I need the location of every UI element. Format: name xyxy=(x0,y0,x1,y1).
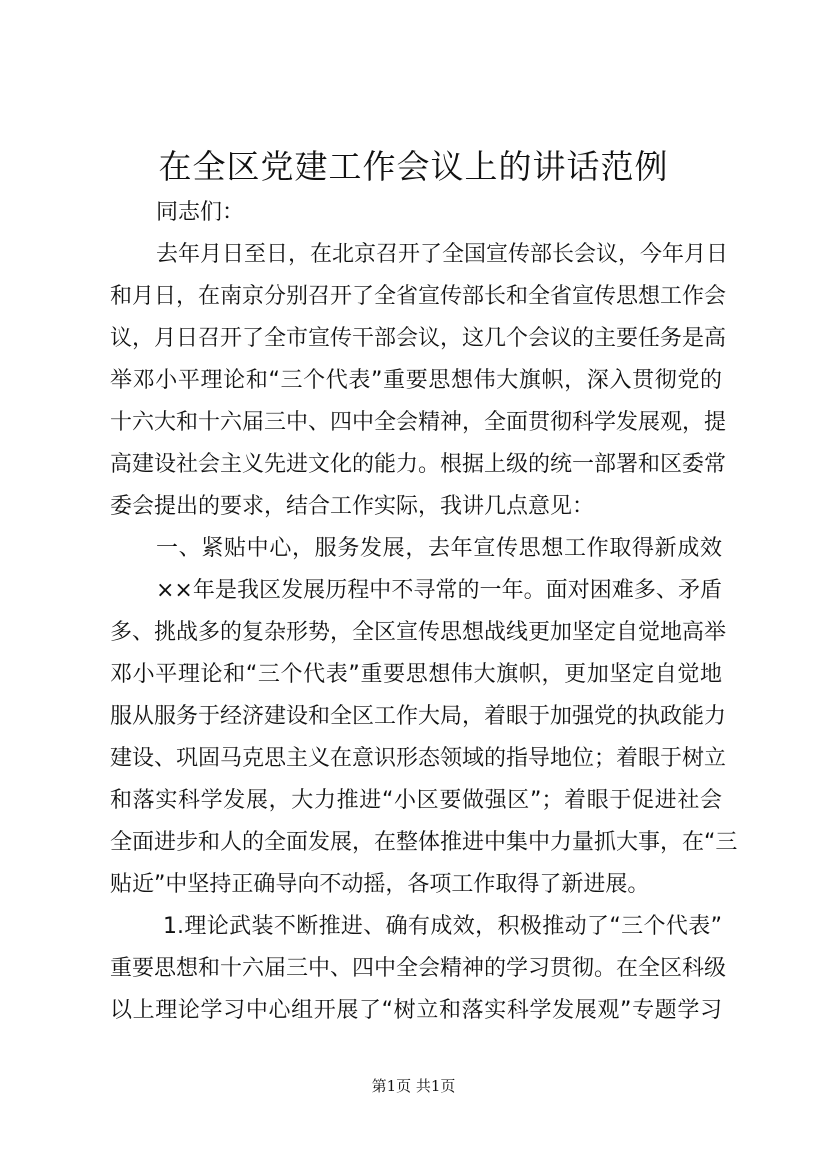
paragraph-line: 举邓小平理论和“三个代表”重要思想伟大旗帜，深入贯彻党的 xyxy=(110,368,722,393)
paragraph-line: 十六大和十六届三中、四中全会精神，全面贯彻科学发展观，提 xyxy=(110,410,727,435)
paragraph-line: 和落实科学发展，大力推进“小区要做强区”；着眼于促进社会 xyxy=(110,788,722,813)
paragraph-line: 邓小平理论和“三个代表”重要思想伟大旗帜，更加坚定自觉地 xyxy=(110,662,722,687)
paragraph-line: 以上理论学习中心组开展了“树立和落实科学发展观”专题学习 xyxy=(110,998,722,1023)
paragraph-line: 建设、巩固马克思主义在意识形态领域的指导地位；着眼于树立 xyxy=(110,746,727,771)
paragraph-line: 多、挑战多的复杂形势，全区宣传思想战线更加坚定自觉地高举 xyxy=(110,620,727,645)
section-heading: 一、紧贴中心，服务发展，去年宣传思想工作取得新成效 xyxy=(156,536,722,561)
page-footer: 第1页 共1页 xyxy=(371,1077,456,1095)
paragraph-line: 和月日，在南京分别召开了全省宣传部长和全省宣传思想工作会 xyxy=(110,284,727,309)
paragraph-line: 高建设社会主义先进文化的能力。根据上级的统一部署和区委常 xyxy=(110,452,727,477)
paragraph-line: 重要思想和十六届三中、四中全会精神的学习贯彻。在全区科级 xyxy=(110,956,727,981)
paragraph-line: 贴近”中坚持正确导向不动摇，各项工作取得了新进展。 xyxy=(110,872,650,897)
paragraph-line: 去年月日至日，在北京召开了全国宣传部长会议，今年月日 xyxy=(156,242,729,267)
document-title: 在全区党建工作会议上的讲话范例 xyxy=(158,147,669,186)
salutation: 同志们： xyxy=(156,200,245,225)
paragraph-line: 1.理论武装不断推进、确有成效，积极推动了“三个代表” xyxy=(163,914,722,939)
paragraph-line: 全面进步和人的全面发展，在整体推进中集中力量抓大事，在“三 xyxy=(110,830,738,855)
paragraph-line: 服从服务于经济建设和全区工作大局，着眼于加强党的执政能力 xyxy=(110,704,727,729)
paragraph-line: 议，月日召开了全市宣传干部会议，这几个会议的主要任务是高 xyxy=(110,326,727,351)
paragraph-line: 委会提出的要求，结合工作实际，我讲几点意见： xyxy=(110,494,595,519)
paragraph-line: ××年是我区发展历程中不寻常的一年。面对困难多、矛盾 xyxy=(156,578,722,603)
